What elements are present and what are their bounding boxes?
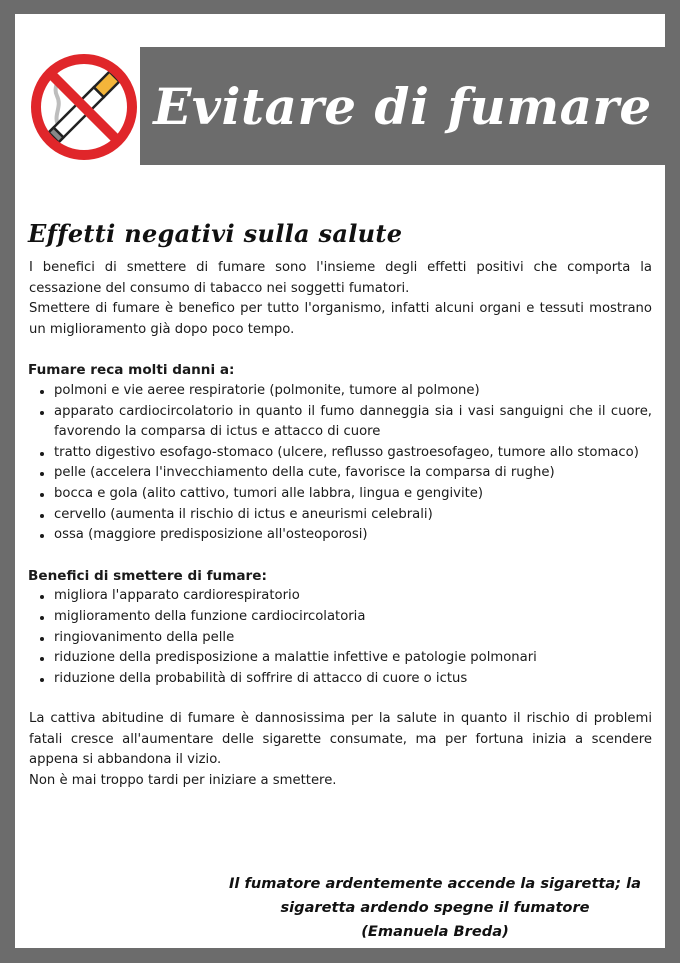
poster-sheet <box>15 14 665 948</box>
page-title: Evitare di fumare <box>153 76 652 136</box>
intro-paragraph-2: Smettere di fumare è benefico per tutto l'organismo, infatti alcuni organi e tessuti mostrano un miglioramento già dopo poco tempo. <box>29 301 652 337</box>
closing-paragraph-2: Non è mai troppo tardi per iniziare a smettere. <box>29 773 337 789</box>
quote-text: Il fumatore ardentemente accende la sigaretta; la sigaretta ardendo spegne il fumatore <box>228 875 642 916</box>
list-item: pelle (accelera l'invecchiamento della cute, favorisce la comparsa di rughe) <box>28 463 652 484</box>
quote-block <box>205 872 665 944</box>
main-content <box>28 219 652 792</box>
intro-paragraph-1: I benefici di smettere di fumare sono l'insieme degli effetti positivi che comporta la cessazione del consumo di tabacco nei soggetti fumatori. <box>29 260 652 296</box>
list-item: cervello (aumenta il rischio di ictus e aneurismi celebrali) <box>28 505 652 526</box>
title-banner <box>140 47 665 165</box>
section-title: Effetti negativi sulla salute <box>28 219 403 248</box>
quote-author: (Emanuela Breda) <box>361 923 509 940</box>
list-item: polmoni e vie aeree respiratorie (polmonite, tumore al polmone) <box>28 381 652 402</box>
list-item: miglioramento della funzione cardiocircolatoria <box>28 607 652 628</box>
damages-heading: Fumare reca molti danni a: <box>28 362 235 379</box>
list-item: ringiovanimento della pelle <box>28 628 652 649</box>
closing-paragraph-1: La cattiva abitudine di fumare è dannosissima per la salute in quanto il rischio di problemi fatali cresce all'aumentare delle sigarette consumate, ma per fortuna inizia a scendere appena si abbandona il vizio. <box>29 711 652 768</box>
list-item: riduzione della predisposizione a malattie infettive e patologie polmonari <box>28 648 652 669</box>
list-item: migliora l'apparato cardiorespiratorio <box>28 586 652 607</box>
list-item: bocca e gola (alito cattivo, tumori alle labbra, lingua e gengivite) <box>28 484 652 505</box>
list-item: apparato cardiocircolatorio in quanto il fumo danneggia sia i vasi sanguigni che il cuore, favorendo la comparsa di ictus e attacco di cuore <box>28 402 652 443</box>
list-item: ossa (maggiore predisposizione all'osteoporosi) <box>28 525 652 546</box>
no-smoking-icon <box>27 50 141 164</box>
list-item: riduzione della probabilità di soffrire di attacco di cuore o ictus <box>28 669 652 690</box>
damages-list <box>28 381 652 546</box>
benefits-list <box>28 586 652 689</box>
list-item: tratto digestivo esofago-stomaco (ulcere, reflusso gastroesofageo, tumore allo stomaco) <box>28 443 652 464</box>
benefits-heading: Benefici di smettere di fumare: <box>28 567 267 584</box>
